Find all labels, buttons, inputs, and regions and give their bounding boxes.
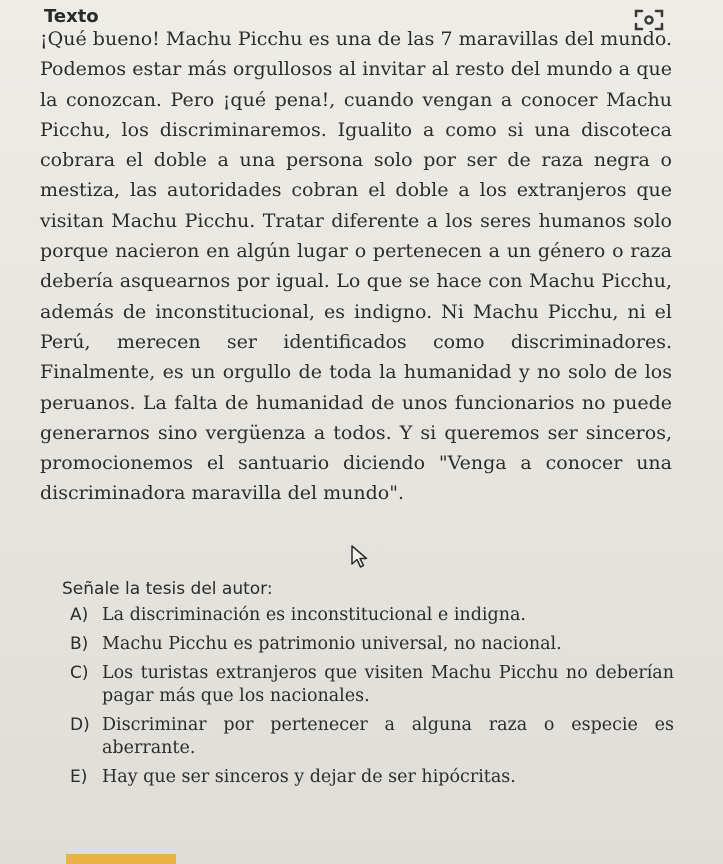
option-text: La discriminación es inconstitucional e indigna. [102,605,526,625]
option-text: Machu Picchu es patrimonio universal, no nacional. [102,634,562,654]
option-b[interactable] [70,633,674,656]
reading-passage: ¡Qué bueno! Machu Picchu es una de las 7 maravillas del mundo. Podemos estar más orgullosos al invitar al resto del mundo a que la conozcan. Pero ¡qué pena!, cuando vengan a conocer Machu Picchu, los discriminaremos. Igualito a como si una discoteca cobrara el doble a una persona solo por ser de raza negra o mestiza, las autoridades cobran el doble a los extranjeros que visitan Machu Picchu. Tratar diferente a los seres humanos solo porque nacieron en algún lugar o pertenecen a un género o raza debería asquearnos por igual. Lo que se hace con Machu Picchu, además de inconstitucional, es indigno. Ni Machu Picchu, ni el Perú, merecen ser identificados como discriminadores. Finalmente, es un orgullo de toda la humanidad y no solo de los peruanos. La falta de humanidad de unos funcionarios no puede generarnos sino vergüenza a todos. Y si queremos ser sinceros, promocionemos el santuario diciendo "Venga a conocer una discriminadora maravilla del mundo". [40,28,672,505]
option-text: Discriminar por pertenecer a alguna raza o especie es aberrante. [102,715,674,758]
question-prompt: Señale la tesis del autor: [62,579,273,599]
option-d[interactable] [70,714,674,760]
option-letter: C) [70,663,89,683]
answer-options [70,604,674,795]
option-text: Los turistas extranjeros que visiten Machu Picchu no deberían pagar más que los nacionales. [102,663,674,706]
option-c[interactable] [70,662,674,708]
option-letter: E) [70,767,88,787]
option-e[interactable] [70,766,674,789]
section-heading: Texto [44,6,99,27]
mouse-cursor-icon [350,544,370,570]
option-text: Hay que ser sinceros y dejar de ser hipócritas. [102,767,516,787]
option-letter: D) [70,715,90,735]
option-letter: A) [70,605,89,625]
option-a[interactable] [70,604,674,627]
highlight-bar [66,854,176,864]
option-letter: B) [70,634,89,654]
